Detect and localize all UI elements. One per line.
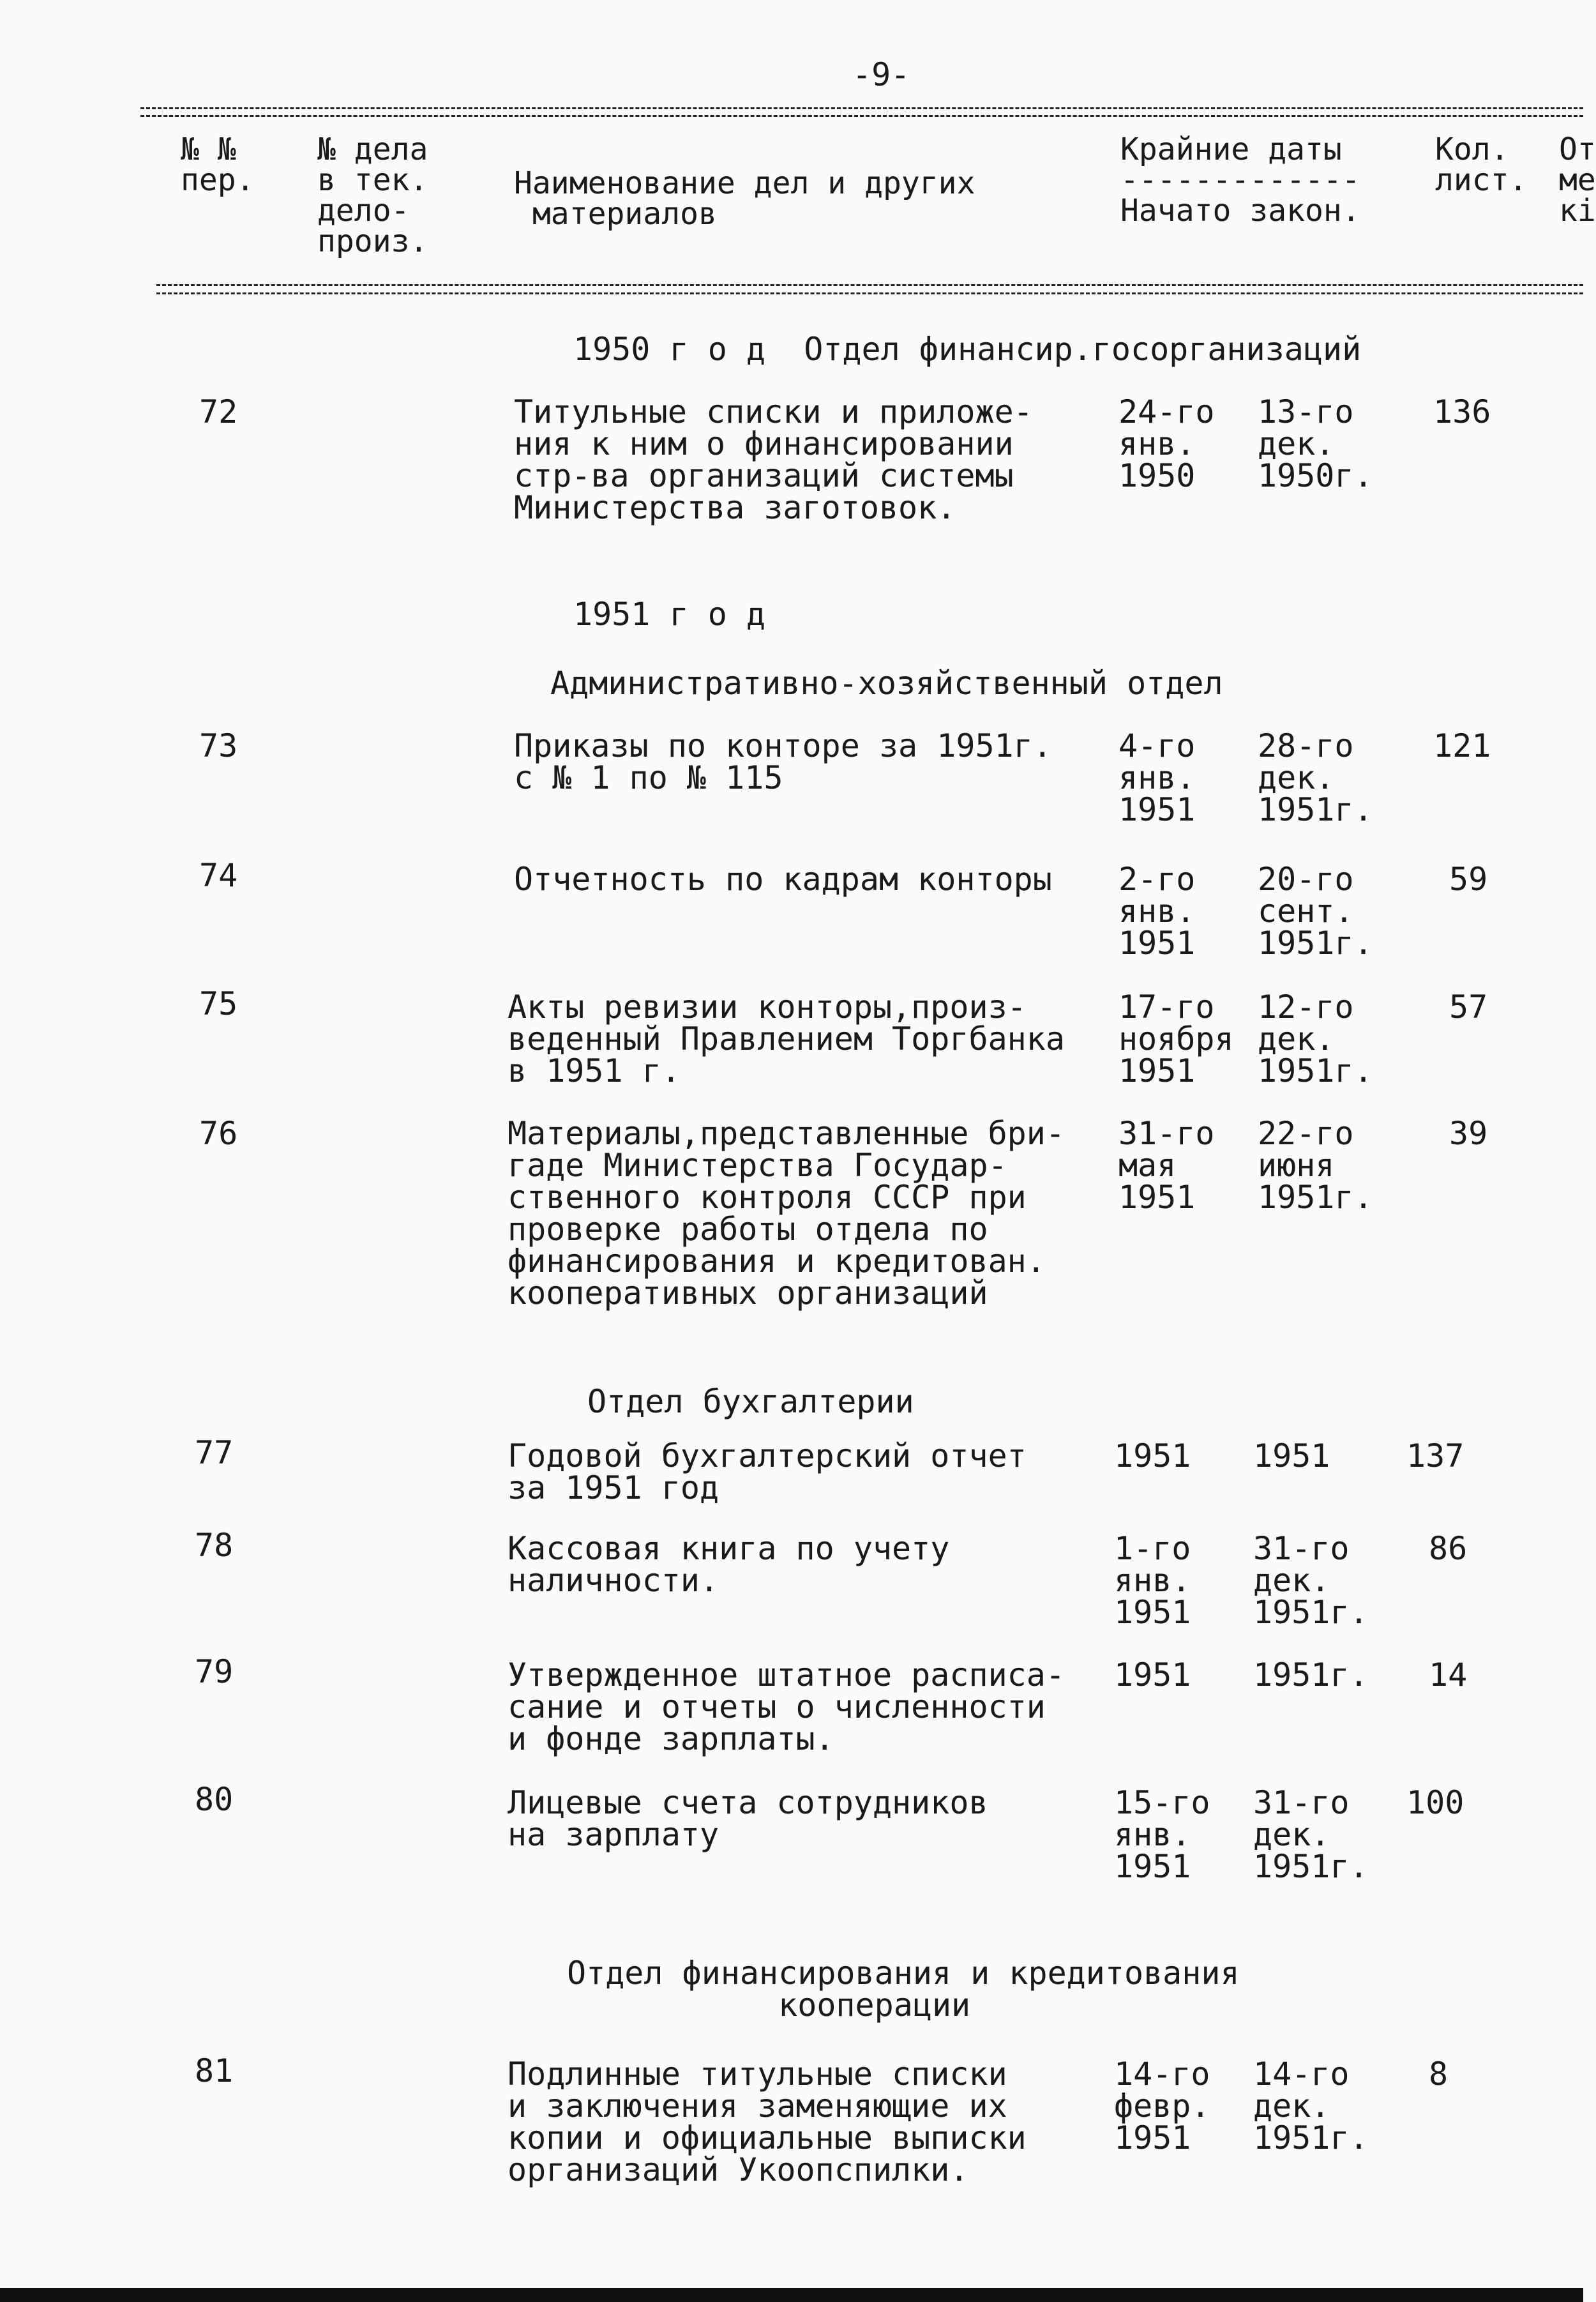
row-74-end: 20-го сент. 1951г. <box>1258 861 1373 962</box>
row-75-name: Акты ревизии конторы,произ- веденный Правлением Торгбанка в 1951 г. <box>508 988 1065 1089</box>
row-74-name: Отчетность по кадрам конторы <box>514 861 1052 898</box>
row-76-end: 22-го июня 1951г. <box>1258 1115 1373 1216</box>
row-72-name: Титульные списки и приложе- ния к ним о финансировании стр-ва организаций системы Министерства заготовок. <box>514 393 1033 526</box>
row-80-sheets: 100 <box>1406 1784 1464 1821</box>
row-72-sheets: 136 <box>1433 393 1491 430</box>
row-73-number: 73 <box>199 727 238 764</box>
header-col-kol: Кол. лист. <box>1435 132 1528 198</box>
scan-bottom-edge <box>0 2288 1583 2302</box>
row-73-end: 28-го дек. 1951г. <box>1258 727 1373 828</box>
row-75-number: 75 <box>199 985 238 1022</box>
row-78-sheets: 86 <box>1429 1530 1468 1567</box>
row-77-name: Годовой бухгалтерский отчет за 1951 год <box>508 1437 1027 1506</box>
row-77-start: 1951 <box>1114 1437 1191 1474</box>
row-81-number: 81 <box>195 2052 234 2089</box>
header-col-name: Наименование дел и других материалов <box>514 165 975 232</box>
section-heading-fin: Отдел финансирования и кредитования кооперации <box>567 1955 1240 2024</box>
row-81-name: Подлинные титульные списки и заключения заменяющие их копии и официальные выписки организаций Укоопспилки. <box>508 2056 1027 2188</box>
row-76-sheets: 39 <box>1449 1115 1488 1152</box>
header-top-rule-2 <box>140 115 1583 117</box>
row-74-start: 2-го янв. 1951 <box>1118 861 1196 962</box>
row-79-start: 1951 <box>1114 1656 1191 1693</box>
section-heading-aho: Административно-хозяйственный отдел <box>550 665 1223 702</box>
row-74-number: 74 <box>199 857 238 894</box>
row-72-number: 72 <box>199 393 238 430</box>
row-72-start: 24-го янв. 1950 <box>1118 393 1215 494</box>
row-77-sheets: 137 <box>1406 1437 1464 1474</box>
row-76-number: 76 <box>199 1115 238 1152</box>
section-heading-buh: Отдел бухгалтерии <box>587 1383 914 1420</box>
row-77-end: 1951 <box>1253 1437 1330 1474</box>
header-bottom-rule-2 <box>156 292 1583 294</box>
row-80-start: 15-го янв. 1951 <box>1114 1784 1210 1885</box>
page-number: -9- <box>852 56 910 93</box>
row-81-sheets: 8 <box>1429 2056 1449 2093</box>
row-72-end: 13-го дек. 1950г. <box>1258 393 1373 494</box>
row-81-start: 14-го февр. 1951 <box>1114 2056 1210 2156</box>
row-78-start: 1-го янв. 1951 <box>1114 1530 1191 1631</box>
row-77-number: 77 <box>195 1434 234 1471</box>
row-73-name: Приказы по конторе за 1951г. с № 1 по № 115 <box>514 727 1052 796</box>
row-76-name: Материалы,представленные бри- гаде Министерства Государ- ственного контроля СССР при проверке работы отдела по финансирования и кредитован. кооперативных организаций <box>508 1115 1065 1312</box>
header-col-note: От ме кі <box>1559 132 1596 229</box>
header-bottom-rule <box>156 284 1583 286</box>
row-78-name: Кассовая книга по учету наличности. <box>508 1530 950 1599</box>
row-81-end: 14-го дек. 1951г. <box>1253 2056 1369 2156</box>
row-79-number: 79 <box>195 1653 234 1690</box>
row-79-name: Утвержденное штатное расписа- сание и отчеты о численности и фонде зарплаты. <box>508 1656 1065 1757</box>
section-heading-1950: 1950 г о д Отдел финансир.госорганизаций <box>573 331 1362 368</box>
row-78-end: 31-го дек. 1951г. <box>1253 1530 1369 1631</box>
row-79-sheets: 14 <box>1429 1656 1468 1693</box>
header-col-dates: Крайние даты ------------- Начато закон. <box>1120 132 1360 229</box>
header-top-rule <box>140 107 1583 109</box>
row-76-start: 31-го мая 1951 <box>1118 1115 1215 1216</box>
row-75-end: 12-го дек. 1951г. <box>1258 988 1373 1089</box>
row-74-sheets: 59 <box>1449 861 1488 898</box>
row-79-end: 1951г. <box>1253 1656 1369 1693</box>
row-73-start: 4-го янв. 1951 <box>1118 727 1196 828</box>
row-75-sheets: 57 <box>1449 988 1488 1026</box>
row-73-sheets: 121 <box>1433 727 1491 764</box>
header-col-delo: № дела в тек. дело- произ. <box>317 132 428 259</box>
row-75-start: 17-го ноября 1951 <box>1118 988 1234 1089</box>
row-78-number: 78 <box>195 1527 234 1564</box>
section-heading-1951: 1951 г о д <box>573 596 766 633</box>
row-80-end: 31-го дек. 1951г. <box>1253 1784 1369 1885</box>
row-80-name: Лицевые счета сотрудников на зарплату <box>508 1784 988 1853</box>
header-col-per: № № пер. <box>181 132 255 198</box>
row-80-number: 80 <box>195 1781 234 1818</box>
